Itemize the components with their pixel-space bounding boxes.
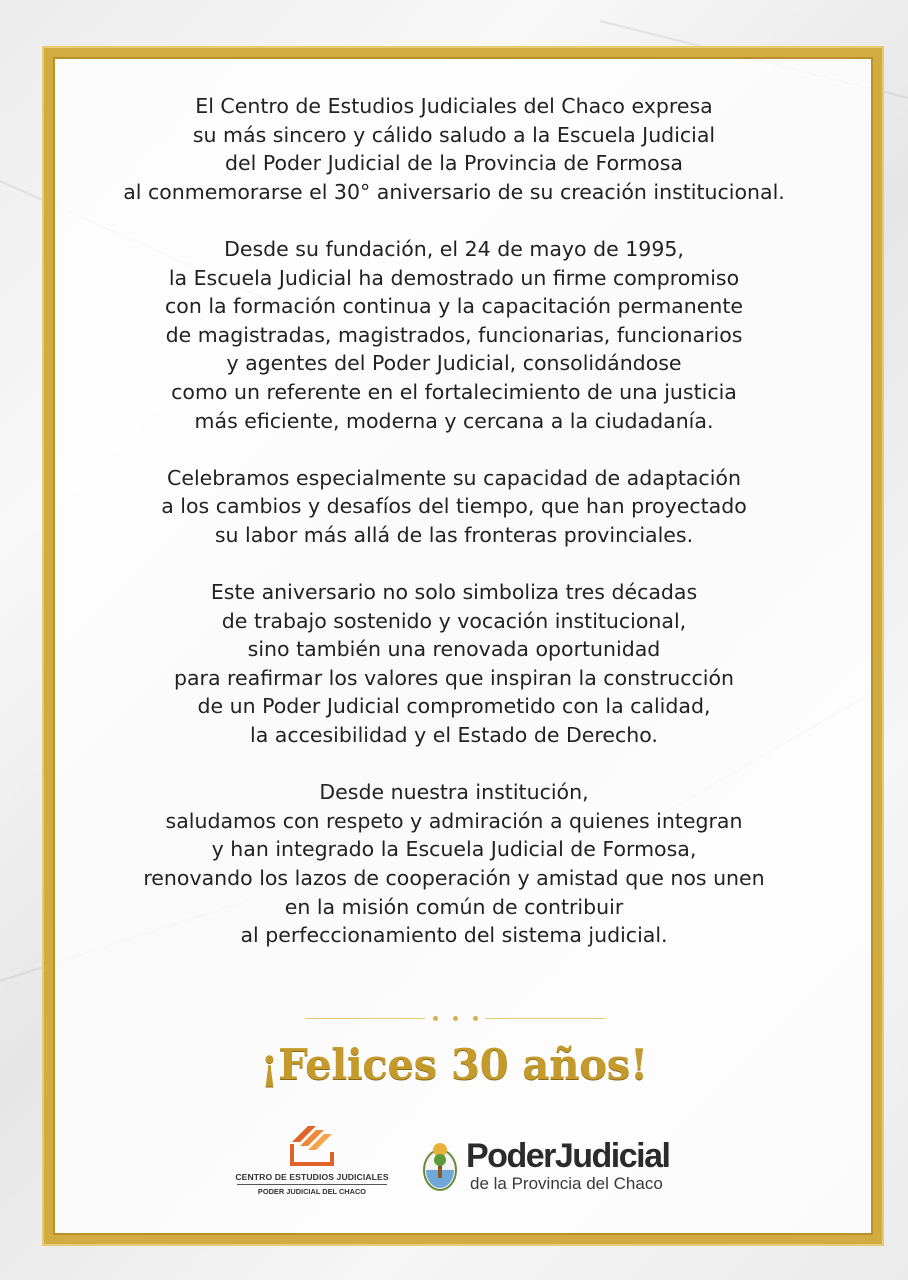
paragraph xyxy=(54,92,854,206)
anniversary-headline: ¡Felices 30 años! xyxy=(260,1040,648,1089)
text-line: su labor más allá de las fronteras provinciales. xyxy=(214,522,694,547)
text-line: Desde su fundación, el 24 de mayo de 1995, xyxy=(224,236,684,261)
text-line: más eficiente, moderna y cercana a la ciudadanía. xyxy=(194,408,714,433)
paragraph xyxy=(54,778,854,950)
text-line: Este aniversario no solo simboliza tres décadas xyxy=(210,580,698,605)
text-line: El Centro de Estudios Judiciales del Chaco expresa xyxy=(195,94,713,118)
text-line: para reafirmar los valores que inspiran la construcción xyxy=(173,665,735,690)
text-line: de trabajo sostenido y vocación institucional, xyxy=(221,608,687,633)
divider-dot xyxy=(433,1016,438,1021)
divider-dot xyxy=(473,1016,478,1021)
text-line: renovando los lazos de cooperación y amistad que nos unen xyxy=(143,866,765,891)
cej-logo xyxy=(232,1122,392,1202)
gold-divider xyxy=(305,1016,605,1022)
text-line: en la misión común de contribuir xyxy=(284,894,624,919)
text-line: Celebramos especialmente su capacidad de adaptación xyxy=(167,465,741,490)
pj-title: PoderJudicial xyxy=(466,1137,670,1175)
text-line: la accesibilidad y el Estado de Derecho. xyxy=(250,723,658,748)
text-line: y agentes del Poder Judicial, consolidándose xyxy=(226,351,682,376)
paragraph xyxy=(54,464,854,550)
divider-line xyxy=(485,1018,605,1019)
paragraph xyxy=(54,578,854,750)
text-line: la Escuela Judicial ha demostrado un firme compromiso xyxy=(168,265,740,290)
text-line: al conmemorarse el 30° aniversario de su creación institucional. xyxy=(123,179,785,204)
text-line: al perfeccionamiento del sistema judicial. xyxy=(240,923,668,948)
text-line: a los cambios y desafíos del tiempo, que han proyectado xyxy=(161,494,747,519)
pj-subtitle: de la Provincia del Chaco xyxy=(470,1174,663,1193)
cej-emblem-icon xyxy=(286,1122,338,1168)
divider-dot xyxy=(453,1016,458,1021)
text-line: de un Poder Judicial comprometido con la calidad, xyxy=(197,694,711,719)
text-line: del Poder Judicial de la Provincia de Formosa xyxy=(225,151,683,176)
cej-rule xyxy=(237,1184,387,1185)
divider-line xyxy=(305,1018,425,1019)
text-line: sino también una renovada oportunidad xyxy=(247,637,661,662)
cej-subtitle: PODER JUDICIAL DEL CHACO xyxy=(257,1187,367,1196)
text-line: Desde nuestra institución, xyxy=(319,780,589,805)
text-line: y han integrado la Escuela Judicial de Formosa, xyxy=(211,837,697,862)
text-line: saludamos con respeto y admiración a quienes integran xyxy=(165,808,743,833)
text-line: su más sincero y cálido saludo a la Escuela Judicial xyxy=(192,122,716,147)
letter-body xyxy=(54,92,854,978)
cej-name: CENTRO DE ESTUDIOS JUDICIALES xyxy=(235,1172,389,1182)
text-line: de magistradas, magistrados, funcionarias, funcionarios xyxy=(165,322,743,347)
text-line: como un referente en el fortalecimiento de una justicia xyxy=(171,379,737,404)
province-shield-icon xyxy=(422,1140,458,1194)
paragraph xyxy=(54,235,854,435)
text-line: con la formación continua y la capacitación permanente xyxy=(165,294,743,319)
poder-judicial-logo xyxy=(422,1136,682,1200)
